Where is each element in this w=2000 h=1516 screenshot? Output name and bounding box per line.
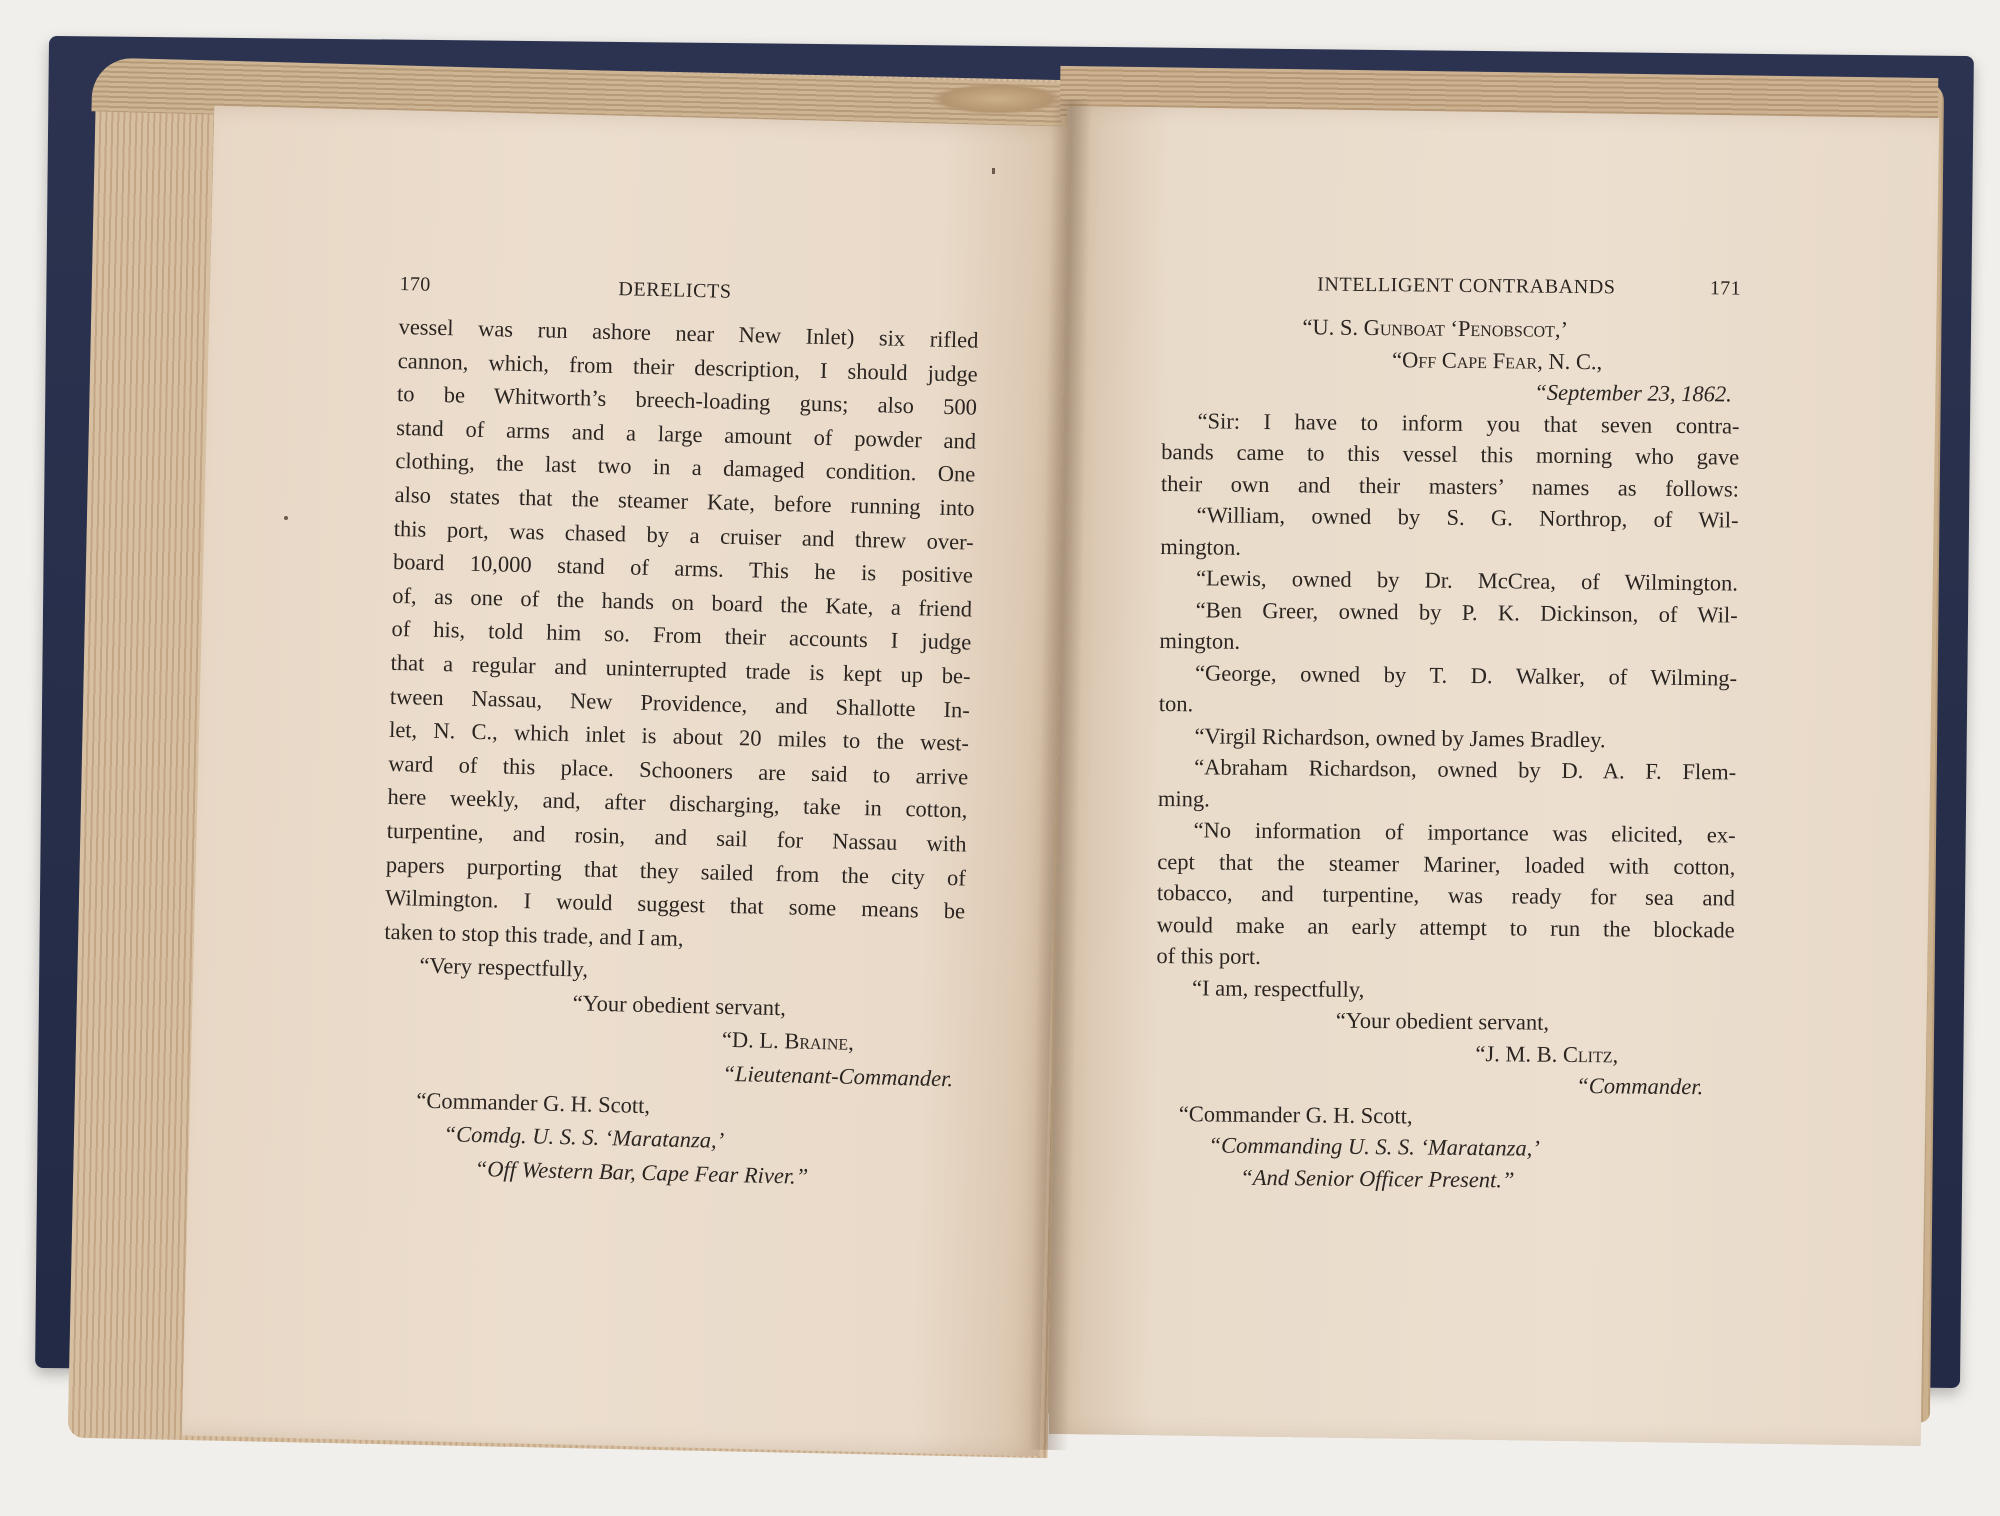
closing-line: “Your obedient servant, bbox=[572, 990, 787, 1021]
headband bbox=[932, 84, 1062, 114]
text-line: “Lewis, owned by Dr. McCrea, of Wilmington. bbox=[1195, 565, 1739, 596]
signature: “J. M. B. Clitz, bbox=[1475, 1040, 1619, 1067]
text-line: this port, was chased by a cruiser and threw over- bbox=[393, 515, 975, 555]
text-line: of this port. bbox=[1156, 942, 1261, 969]
closing-line: “Very respectfully, bbox=[419, 952, 589, 982]
text-line: their own and their masters’ names as follows: bbox=[1160, 470, 1740, 502]
signature-rank: “Lieutenant-Commander. bbox=[722, 1060, 954, 1092]
text-line: here weekly, and, after discharging, take in cotton, bbox=[387, 784, 968, 823]
text-line: “Ben Greer, owned by P. K. Dickinson, of Wil- bbox=[1195, 596, 1738, 628]
text-line: tobacco, and turpentine, was ready for sea and bbox=[1156, 879, 1736, 911]
closing-line: “Your obedient servant, bbox=[1335, 1007, 1550, 1035]
letter-date: “September 23, 1862. bbox=[1534, 379, 1732, 407]
letter-heading: “Off Cape Fear, N. C., bbox=[1392, 346, 1603, 374]
address-line: “Off Western Bar, Cape Fear River.” bbox=[474, 1155, 809, 1189]
text-line: also states that the steamer Kate, before running into bbox=[394, 481, 975, 521]
left-running-title: DERELICTS bbox=[618, 278, 732, 303]
text-line: “Abraham Richardson, owned by D. A. F. Flem- bbox=[1194, 754, 1737, 785]
text-line: to be Whitworth’s breech-loading guns; also 500 bbox=[396, 381, 978, 420]
text-line: turpentine, and rosin, and sail for Nassau with bbox=[386, 817, 967, 857]
address-line: “Commander G. H. Scott, bbox=[416, 1087, 651, 1118]
text-line: taken to stop this trade, and I am, bbox=[384, 918, 684, 951]
text-line: “Sir: I have to inform you that seven contra- bbox=[1197, 407, 1740, 439]
text-line: mington. bbox=[1160, 533, 1242, 560]
left-body bbox=[384, 310, 979, 962]
right-page-text bbox=[1154, 268, 1741, 1198]
right-page-number: 171 bbox=[1709, 277, 1741, 300]
text-line: ward of this place. Schooners are said to arrive bbox=[388, 750, 969, 790]
letter-heading: “U. S. Gunboat ‘Penobscot,’ bbox=[1302, 314, 1569, 342]
text-line: Wilmington. I would suggest that some means be bbox=[384, 884, 966, 924]
text-line: mington. bbox=[1159, 627, 1241, 654]
text-line: stand of arms and a large amount of powder and bbox=[395, 414, 977, 454]
text-line: “Virgil Richardson, owned by James Bradley. bbox=[1194, 722, 1606, 752]
text-line: of his, told him so. From their accounts I judge bbox=[391, 616, 972, 655]
text-line: let, N. C., which inlet is about 20 miles to the west- bbox=[388, 717, 970, 756]
left-page-number: 170 bbox=[399, 272, 431, 296]
address-line: “Commanding U. S. S. ‘Maratanza,’ bbox=[1208, 1132, 1540, 1161]
address-line: “Commander G. H. Scott, bbox=[1178, 1100, 1413, 1128]
text-line: that a regular and uninterrupted trade is kept up be- bbox=[390, 649, 971, 689]
text-line: cannon, which, from their description, I should judge bbox=[397, 347, 978, 387]
text-line: clothing, the last two in a damaged condition. One bbox=[395, 448, 976, 487]
text-line: cept that the steamer Mariner, loaded with cotton, bbox=[1157, 848, 1736, 880]
address-line: “And Senior Officer Present.” bbox=[1240, 1164, 1515, 1192]
text-line: tween Nassau, New Providence, and Shallotte In- bbox=[389, 683, 971, 723]
signature-rank: “Commander. bbox=[1576, 1073, 1704, 1100]
text-line: bands came to this vessel this morning who gave bbox=[1161, 438, 1740, 470]
address-line: “Comdg. U. S. S. ‘Maratanza,’ bbox=[443, 1121, 725, 1154]
text-line: of, as one of the hands on board the Kate, a friend bbox=[391, 582, 973, 622]
signature: “D. L. Braine, bbox=[721, 1027, 855, 1056]
page-speck bbox=[992, 168, 995, 174]
text-line: ton. bbox=[1158, 690, 1194, 717]
left-page-text bbox=[378, 268, 979, 1197]
text-line: board 10,000 stand of arms. This he is positive bbox=[392, 549, 974, 588]
right-running-title: INTELLIGENT CONTRABANDS bbox=[1317, 273, 1616, 299]
text-line: vessel was run ashore near New Inlet) six rifled bbox=[398, 313, 979, 353]
text-line: “William, owned by S. G. Northrop, of Wil- bbox=[1196, 502, 1739, 533]
right-body bbox=[1156, 404, 1739, 977]
text-line: “George, owned by T. D. Walker, of Wilming- bbox=[1195, 659, 1738, 691]
closing-line: “I am, respectfully, bbox=[1191, 974, 1365, 1002]
text-line: papers purporting that they sailed from the city of bbox=[385, 851, 967, 890]
text-line: “No information of importance was elicited, ex- bbox=[1193, 817, 1736, 848]
text-line: ming. bbox=[1157, 785, 1210, 811]
page-speck bbox=[284, 516, 288, 520]
right-running-head bbox=[1163, 268, 1741, 308]
text-line: would make an early attempt to run the blockade bbox=[1156, 911, 1735, 943]
